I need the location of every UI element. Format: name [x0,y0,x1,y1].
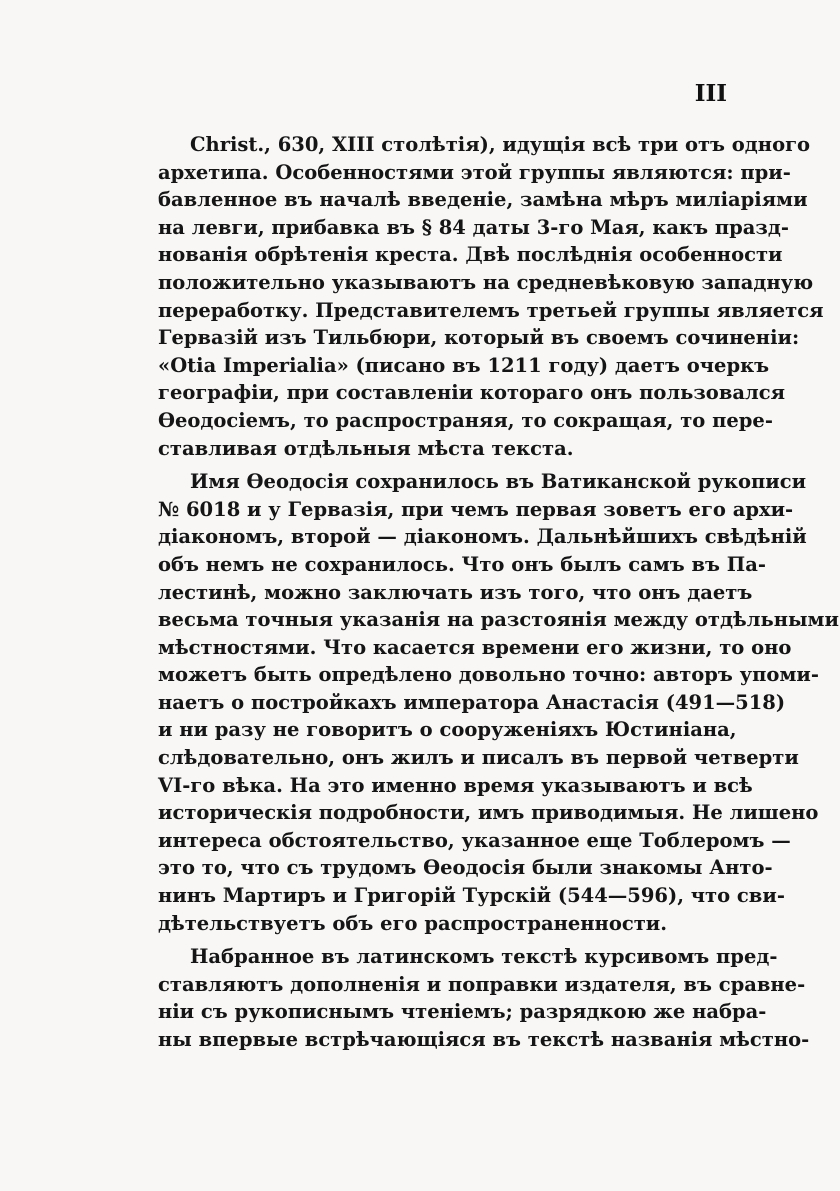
text-line: слѣдовательно, онъ жилъ и писалъ въ первой четверти [158,746,799,770]
text-line: ны впервые встрѣчающіяся въ текстѣ названія мѣстно- [158,1028,810,1051]
text-line: и ни разу не говоритъ о сооруженіяхъ Юстиніана, [158,718,737,742]
text-line: на левги, прибавка въ § 84 даты 3-го Мая, какъ празд- [158,215,789,239]
text-line: діакономъ, второй — діакономъ. Дальнѣйшихъ свѣдѣній [158,525,807,549]
text-line: ніи съ рукописнымъ чтеніемъ; разрядкою же набра- [158,1000,767,1024]
page-number: III [694,80,727,107]
text-line: Набранное въ латинскомъ текстѣ курсивомъ пред- [190,945,778,969]
text-line: географіи, при составленіи котораго онъ пользовался [158,381,786,405]
paragraph [158,943,810,1053]
text-line: дѣтельствуетъ объ его распространенности. [158,911,668,935]
text-line: переработку. Представителемъ третьей группы является [158,298,824,322]
text-line: Christ., 630, XIII столѣтія), идущія всѣ три отъ одного [190,133,811,156]
text-line: Гервазій изъ Тильбюри, который въ своемъ сочиненіи: [158,326,800,350]
text-line: архетипа. Особенностями этой группы являются: при- [158,160,791,184]
text-line: мѣстностями. Что касается времени его жизни, то оно [158,635,792,659]
text-line: историческія подробности, имъ приводимыя. Не лишено [158,801,819,825]
text-line: можетъ быть опредѣлено довольно точно: авторъ упоми- [158,663,819,687]
text-line: ставливая отдѣльныя мѣста текста. [158,436,574,460]
paragraph [158,131,824,462]
text-line: это то, что съ трудомъ Ѳеодосія были знакомы Анто- [158,856,773,880]
text-line: «Otia Imperialia» (писано въ 1211 году) даетъ очеркъ [158,353,770,377]
text-line: № 6018 и у Гервазія, при чемъ первая зоветъ его архи- [158,497,794,521]
text-line: нинъ Мартиръ и Григорій Турскій (544—596), что сви- [158,884,785,908]
body-text [158,131,839,1054]
paragraph [158,468,839,937]
text-line: объ немъ не сохранилось. Что онъ былъ самъ въ Па- [158,552,766,576]
text-line: бавленное въ началѣ введеніе, замѣна мѣръ миліаріями [158,188,808,212]
text-line: нованія обрѣтенія креста. Двѣ послѣднія особенности [158,243,783,267]
text-line: VI-го вѣка. На это именно время указываютъ и всѣ [158,773,753,797]
text-line: лестинѣ, можно заключать изъ того, что онъ даетъ [158,580,753,604]
text-line: весьма точныя указанія на разстоянія между отдѣльными [158,608,839,632]
text-line: положительно указываютъ на средневѣковую западную [158,270,814,294]
text-line: ставляютъ дополненія и поправки издателя, въ сравне- [158,972,806,996]
text-line: Ѳеодосіемъ, то распространяя, то сокращая, то пере- [158,408,773,432]
text-line: Имя Ѳеодосія сохранилось въ Ватиканской рукописи [190,470,807,494]
text-line: наетъ о постройкахъ императора Анастасія (491—518) [158,690,786,714]
text-line: интереса обстоятельство, указанное еще Тоблеромъ — [158,828,791,852]
